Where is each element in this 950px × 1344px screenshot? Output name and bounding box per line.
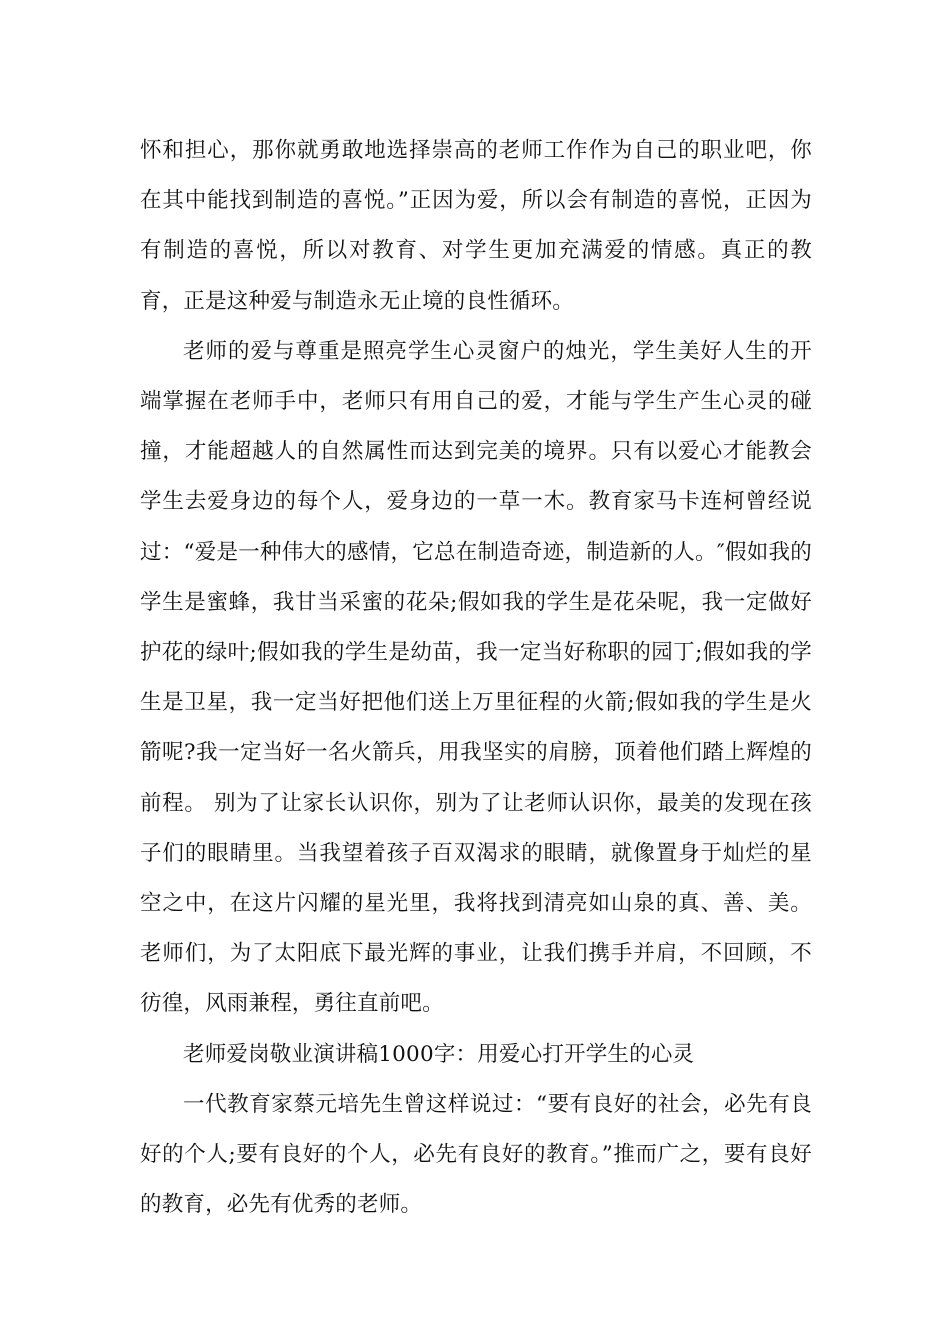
paragraph-teacher-love: 老师的爱与尊重是照亮学生心灵窗户的烛光，学生美好人生的开端掌握在老师手中，老师只有用自己的爱，才能与学生产生心灵的碰撞，才能超越人的自然属性而达到完美的境界。只有以爱心才能教会学生去爱身边的每个人，爱身边的一草一木。教育家马卡连柯曾经说过：“爱是一种伟大的感情，它总在制造奇迹，制造新的人。″假如我的学生是蜜蜂，我甘当采蜜的花朵;假如我的学生是花朵呢，我一定做好护花的绿叶;假如我的学生是幼苗，我一定当好称职的园丁;假如我的学生是卫星，我一定当好把他们送上万里征程的火箭;假如我的学生是火箭呢?我一定当好一名火箭兵，用我坚实的肩膀，顶着他们踏上辉煌的前程。 别为了让家长认识你，别为了让老师认识你，最美的发现在孩子们的眼睛里。当我望着孩子百双渴求的眼睛，就像置身于灿烂的星空之中，在这片闪耀的星光里，我将找到清亮如山泉的真、善、美。老师们，为了太阳底下最光辉的事业，让我们携手并肩，不回顾，不彷徨，风雨兼程，勇往直前吧。 xyxy=(140,338,812,1017)
paragraph-cai-yuanpei-quote: 一代教育家蔡元培先生曾这样说过：“要有良好的社会，必先有良好的个人;要有良好的个人，必先有良好的教育。”推而广之，要有良好的教育，必先有优秀的老师。 xyxy=(140,1091,812,1218)
document-body xyxy=(140,126,812,1230)
section-heading: 老师爱岗敬业演讲稿1000字：用爱心打开学生的心灵 xyxy=(183,1041,695,1067)
paragraph-continuation: 怀和担心，那你就勇敢地选择崇高的老师工作作为自己的职业吧，你在其中能找到制造的喜悦。”正因为爱，所以会有制造的喜悦，正因为有制造的喜悦，所以对教育、对学生更加充满爱的情感。真正的教育，正是这种爱与制造永无止境的良性循环。 xyxy=(140,138,812,314)
